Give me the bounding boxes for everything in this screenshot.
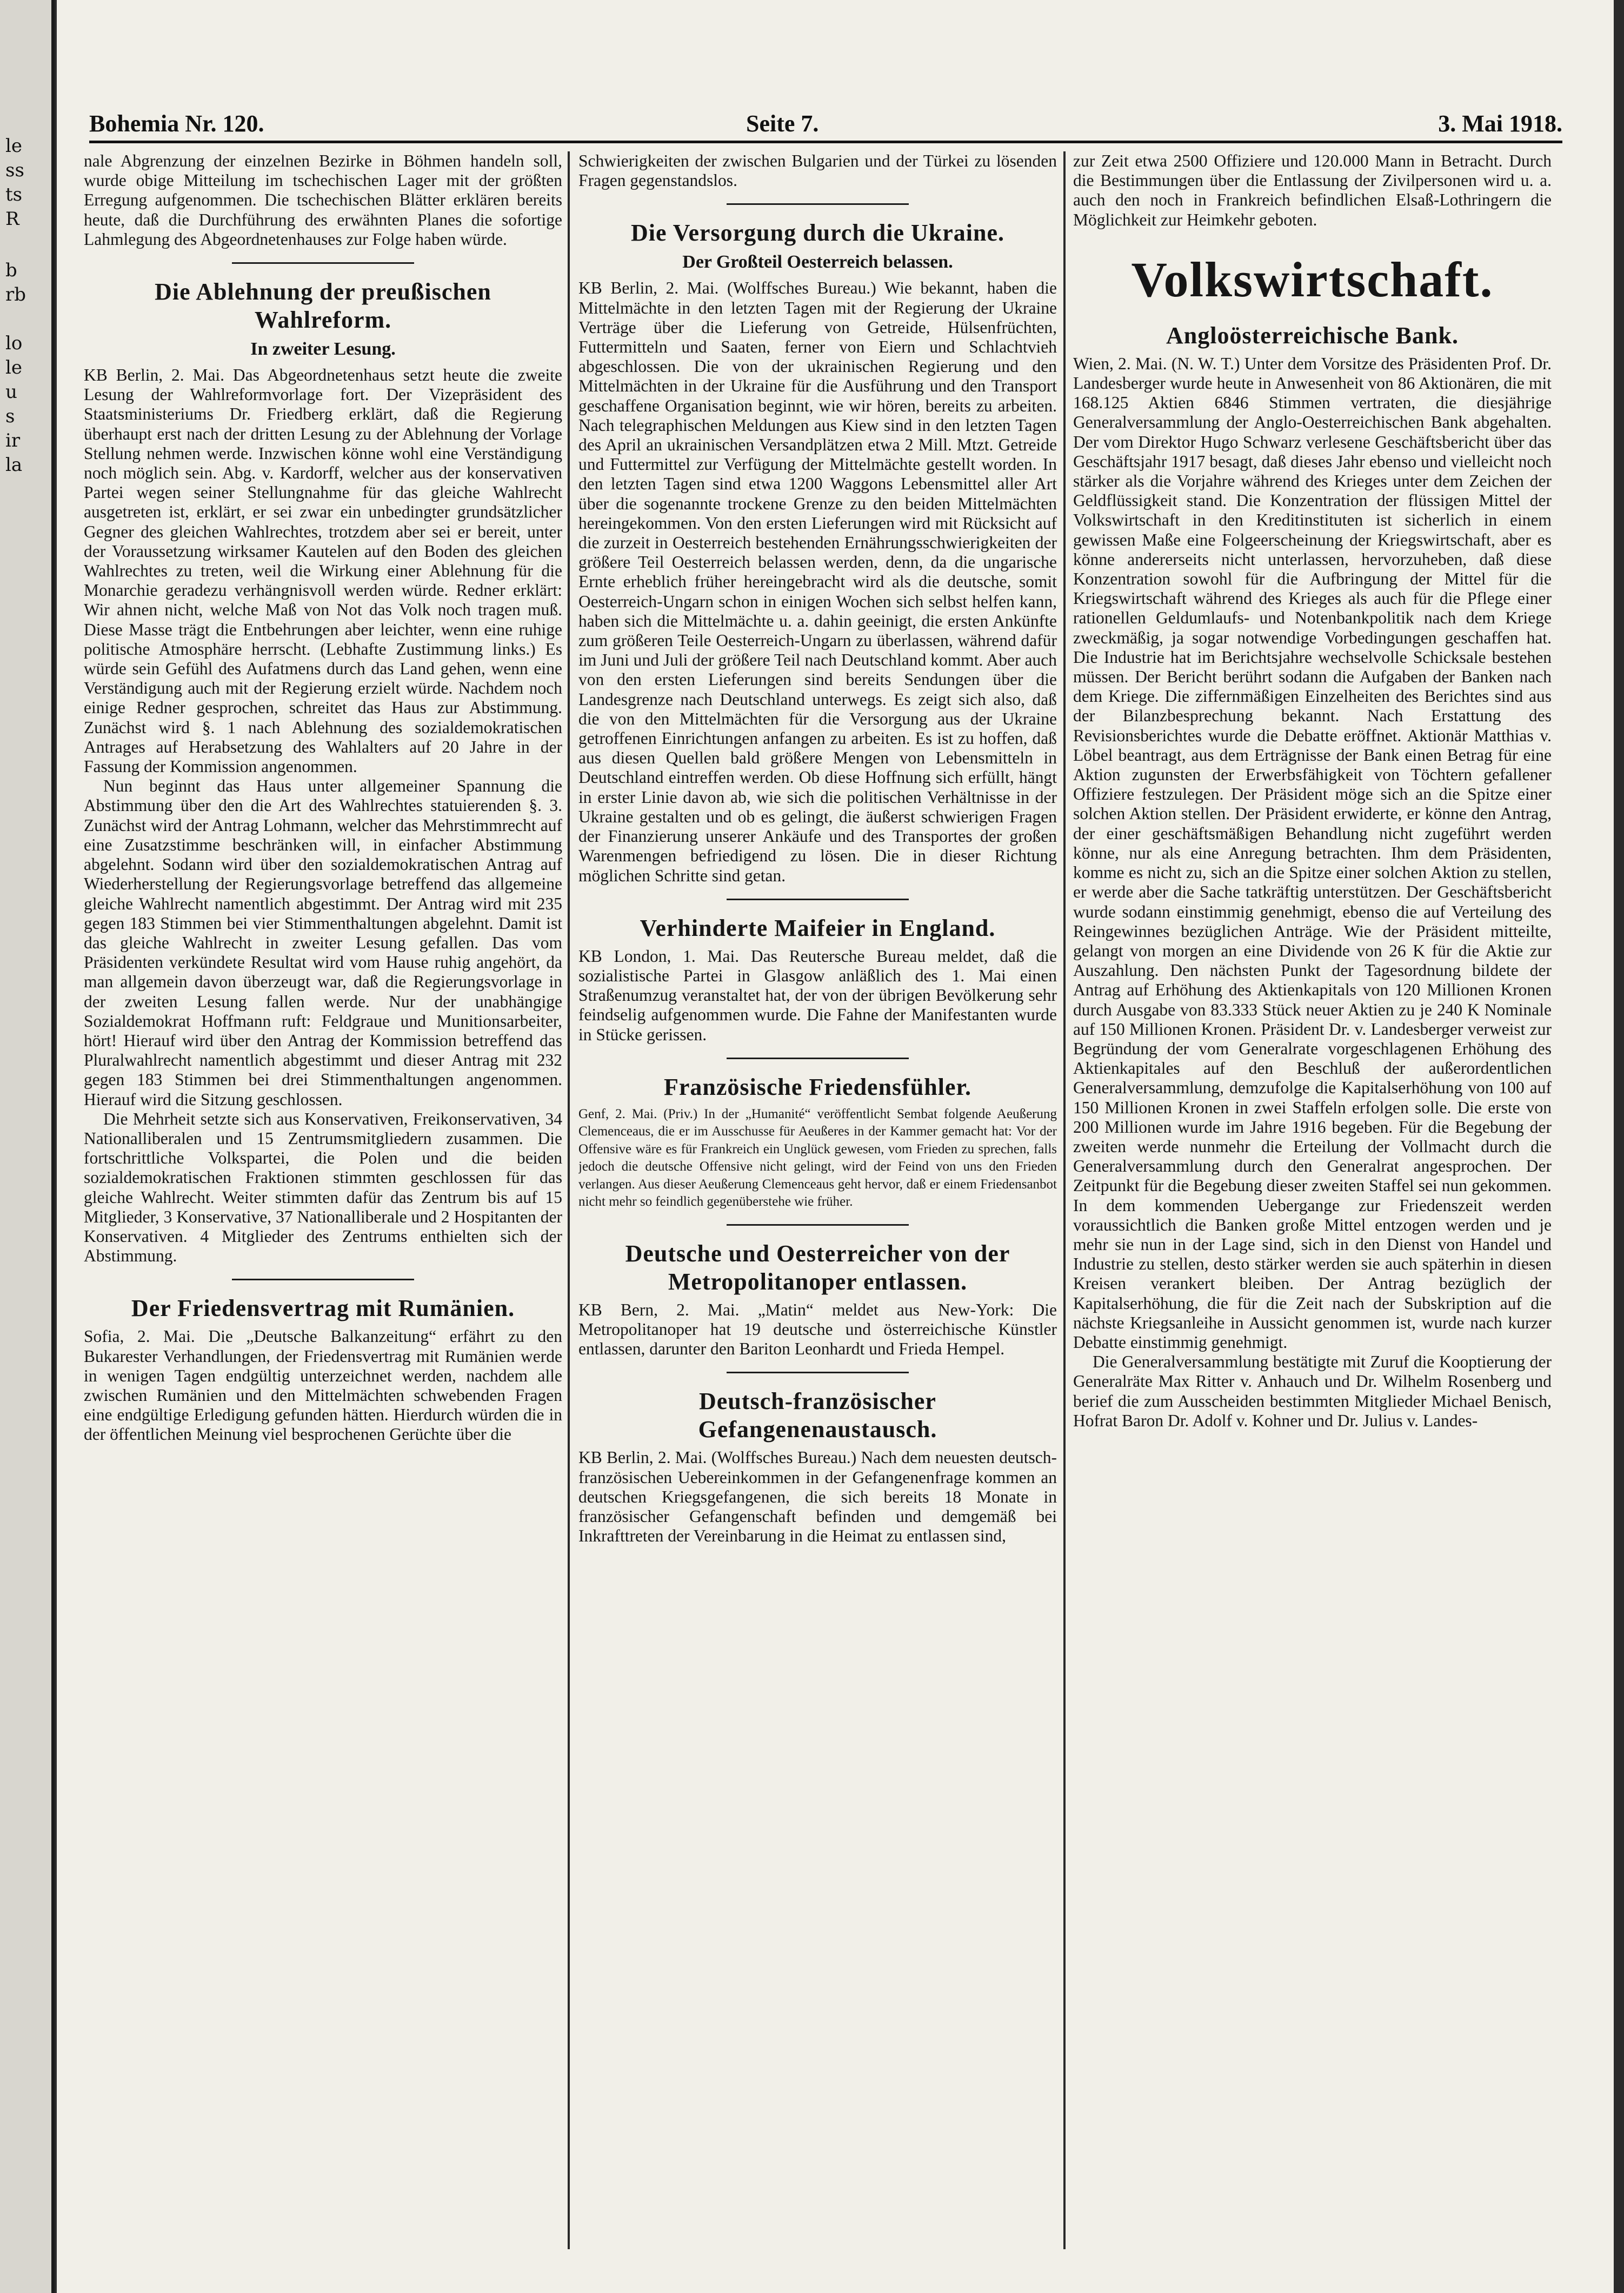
article-headline: Der Friedensvertrag mit Rumänien. bbox=[131, 1295, 515, 1322]
article-paragraph: KB Berlin, 2. Mai. (Wolffsches Bureau.) Nach dem neuesten deutsch-französischen Uebereinkommen in der Gefangenenfrage kommen an deutschen Kriegsgefangenen, die sich bereits 18 Monate in französischer Gefangenschaft befinden und demgemäß bei Inkrafttreten der Vereinbarung in die Heimat zu entlassen sind, bbox=[578, 1448, 1057, 1546]
article-paragraph: KB Berlin, 2. Mai. (Wolffsches Bureau.) Wie bekannt, haben die Mittelmächte in den letzten Tagen mit der Regierung der Ukraine Verträge über die Lieferung von Getreide, Hülsenfrüchten, Futtermitteln und Saaten, ferner von Eiern und Schlachtvieh abgeschlossen. Die von der ukrainischen Regierung und den Mittelmächten in der Ukraine für die Ausführung und den Transport geschaffene Organisation beginnt, wie wir hören, bereits zu arbeiten. Nach telegraphischen Meldungen aus Kiew sind in den letzten Tagen des April an ukrainischen Versandplätzen etwa 2 Mill. Mtzt. Getreide und Futtermittel zur Verfügung der Mittelmächte gestellt worden. In den letzten Tagen sind etwa 1200 Waggons Lebensmittel aller Art über die sogenannte trockene Grenze zu den beiden Mittelmächten hereingekommen. Von den ersten Lieferungen wird mit Rücksicht auf die zurzeit in Oesterreich bestehenden Ernährungsschwierigkeiten der größere Teil Oesterreich belassen werden, denn, da die ungarische Ernte erheblich früher hereingebracht wird als die deutsche, somit Oesterreich-Ungarn schon in einigen Wochen sich selbst helfen kann, haben sich die Mittelmächte u. a. dahin geeinigt, die ersten Ankünfte zum größeren Teile Oesterreich-Ungarn zu überlassen, während dafür im Juni und Juli der größere Teil nach Deutschland kommt. Aber auch von den ersten Lieferungen sind bereits Sendungen über die Landesgrenze nach Deutschland unterwegs. Es zeigt sich also, daß die von den Mittelmächten für die Versorgung aus der Ukraine getroffenen Einrichtungen anfangen zu arbeiten. Es ist zu hoffen, daß aus diesen Quellen bald größere Mengen von Lebensmitteln in Deutschland eintreffen werden. Ob diese Hoffnung sich erfüllt, hängt in erster Linie davon ab, wie sich die politischen Verhältnisse in der Ukraine gestalten und ob es gelingt, die äußerst schwierigen Fragen der Finanzierung unserer Ankäufe und des Transportes der großen Warenmengen befriedigend zu lösen. Die in dieser Richtung möglichen Schritte sind getan. bbox=[578, 278, 1057, 885]
header-page-number: Seite 7. bbox=[746, 110, 819, 137]
article-subheadline: In zweiter Lesung. bbox=[250, 339, 396, 360]
column-rule bbox=[568, 151, 570, 2249]
left-margin-strip bbox=[0, 0, 55, 2293]
section-title: Volkswirtschaft. bbox=[1131, 251, 1494, 307]
newspaper-page bbox=[57, 0, 1614, 2293]
article-headline: Deutsche und Oesterreicher von der Metropolitanoper entlassen. bbox=[625, 1240, 1010, 1295]
margin-fragment: lo bbox=[5, 333, 23, 354]
article-separator bbox=[727, 1224, 908, 1226]
article-paragraph: Sofia, 2. Mai. Die „Deutsche Balkanzeitung“ erfährt zu den Bukarester Verhandlungen, der Friedensvertrag mit Rumänien werde in wenigen Tagen endgültig unterzeichnet werden, nachdem alle zwischen Rumänien und den Mittelmächten schwebenden Fragen eine endgültige Erledigung gefunden hätten. Hierdurch würden die in der öffentlichen Meinung viel besprochenen Gerüchte über die bbox=[84, 1327, 562, 1444]
margin-fragment: s bbox=[5, 406, 15, 427]
article-paragraph: Die Mehrheit setzte sich aus Konservativen, Freikonservativen, 34 Nationalliberalen und 15 Zentrumsmitgliedern zusammen. Die fortschrittliche Volkspartei, die Polen und die beiden sozialdemokratischen Fraktionen stimmten geschlossen für das gleiche Wahlrecht. Weiter stimmten dafür das Zentrum bis auf 15 Mitglieder, 3 Konservative, 37 Nationalliberale und 2 Hospitanten der Konservativen. 4 Mitglieder des Zentrums enthielten sich der Abstimmung. bbox=[84, 1109, 562, 1266]
margin-fragment: ts bbox=[5, 184, 23, 205]
article-separator bbox=[232, 1279, 414, 1280]
article-headline: Angloösterreichische Bank. bbox=[1166, 322, 1459, 349]
margin-fragment: la bbox=[5, 454, 23, 476]
article-paragraph-small: Genf, 2. Mai. (Priv.) In der „Humanité“ veröffentlicht Sembat folgende Aeußerung Clemenceaus, die er im Ausschusse für Aeußeres in der Kammer gemacht hat: Vor der Offensive wäre es für Frankreich ein Unglück gewesen, vom Frieden zu sprechen, falls jedoch die deutsche Offensive nicht gelingt, wird der Feind von uns den Frieden verlangen. Aus dieser Aeußerung Clemenceaus geht hervor, daß er einem Friedensanbot nicht mehr so feindlich gegenüberstehe wie früher. bbox=[578, 1106, 1057, 1209]
article-headline: Deutsch-französischer Gefangenenaustausch. bbox=[698, 1388, 937, 1443]
article-paragraph: Die Generalversammlung bestätigte mit Zuruf die Kooptierung der Generalräte Max Ritter v. Anhauch und Dr. Wilhelm Rosenberg und berief die zum Ausscheiden bestimmten Mitglieder Michael Benisch, Hofrat Baron Dr. Adolf v. Kohner und Dr. Julius v. Landes- bbox=[1073, 1352, 1552, 1430]
article-separator bbox=[727, 1372, 908, 1373]
article-paragraph: Wien, 2. Mai. (N. W. T.) Unter dem Vorsitze des Präsidenten Prof. Dr. Landesberger wurde heute in Anwesenheit von 86 Aktionären, die mit 168.125 Aktien 6846 Stimmen vertraten, die diesjährige Generalversammlung der Anglo-Oesterreichischen Bank abgehalten. Der vom Direktor Hugo Schwarz verlesene Geschäftsbericht über das Geschäftsjahr 1917 besagt, daß dieses Jahr ebenso und vielleicht noch stärker als die Vorjahre während des Krieges unter dem Zeichen der Geldflüssigkeit stand. Die Konzentration der flüssigen Mittel der Volkswirtschaft in den Kreditinstituten ist sicherlich in einem gewissen Maße eine Folgeerscheinung der Kriegswirtschaft, aber es könne andererseits nicht unterlassen, hervorzuheben, daß diese Konzentration sowohl für die Aufbringung der Mittel für die Kriegswirtschaft während des Krieges als auch für die Pflege einer rationellen Geldumlaufs- und Notenbankpolitik nach dem Kriege zweckmäßig, ja sogar notwendige Vorbedingungen geschaffen hat. Die Industrie hat im Berichtsjahre wechselvolle Schicksale bestehen müssen. Der Bericht berührt sodann die Aufgaben der Banken nach dem Kriege. Die ziffernmäßigen Einzelheiten des Berichtes sind aus der Bilanzbesprechung bekannt. Nach Erstattung des Revisionsberichtes wurde die Debatte eröffnet. Aktionär Matthias v. Löbel beantragt, aus dem Erträgnisse der Bank einen Betrag für eine Aktion zugunsten der Erwerbsfähigkeit von Töchtern gefallener Offiziere festzulegen. Der Präsident möge sich an die Spitze einer solchen Aktion stellen. Der Präsident erwiderte, er könne den Antrag, der einer geschäftsmäßigen Behandlung nicht zugeführt werden könne, nur als eine Anregung betrachten. Ihm dem Präsidenten, komme es nicht zu, sich an die Spitze einer solchen Aktion zu stellen, er werde aber die Sache tatkräftig unterstützen. Der Geschäftsbericht wurde sodann einstimmig genehmigt, ebenso die auf Verteilung des Reingewinnes bezüglichen Anträge. Wie der Präsident mitteilte, gelangt von morgen an eine Dividende von 26 K für die Aktie zur Auszahlung. Den nächsten Punkt der Tagesordnung bildete der Antrag auf Erhöhung des Aktienkapitals von 120 Millionen Kronen durch Ausgabe von 83.333 Stück neuer Aktien zu je 240 K Nominale auf 150 Millionen Kronen. Präsident Dr. v. Landesberger verweist zur Begründung der vom Generalrate vorgeschlagenen Erhöhung des Aktienkapitales auf den Beschluß der außerordentlichen Generalversammlung, demzufolge die Kapitalserhöhung von 100 auf 150 Millionen Kronen in zwei Staffeln erfolgen solle. Die erste von 200 Millionen wurde im Jahre 1916 begeben. Für die Begebung der zweiten werde nunmehr die Erteilung der Vollmacht durch die Generalversammlung durch den Generalrat angesprochen. Der Zeitpunkt für die Begebung dieser zweiten Staffel sei nun gekommen. In dem kommenden Uebergange zur Friedenszeit werden voraussichtlich die Banken große Mittel entzogen werden und je mehr sie nun in der Lage sind, sich in den Dienst von Handel und Industrie zu stellen, desto stärker werden sie auch späterhin in diesen Kreisen verankert bleiben. Der Antrag bezüglich der Kapitalserhöhung, die für die Zeit nach der Subskription auf die nächste Kriegsanleihe in Aussicht genommen ist, wurde nach kurzer Debatte einstimmig genehmigt. bbox=[1073, 354, 1552, 1352]
column-3 bbox=[1073, 151, 1552, 2282]
article-separator bbox=[727, 203, 908, 205]
margin-fragment: le bbox=[5, 357, 22, 378]
article-headline: Französische Friedensfühler. bbox=[664, 1073, 971, 1100]
margin-fragment: b bbox=[5, 260, 17, 281]
article-headline: Die Ablehnung der preußischen Wahlreform. bbox=[155, 278, 491, 334]
continued-text: Schwierigkeiten der zwischen Bulgarien und der Türkei zu lösenden Fragen gegenstandslos. bbox=[578, 151, 1057, 190]
column-2 bbox=[578, 151, 1057, 2282]
margin-fragment: ir bbox=[5, 430, 21, 451]
column-rule bbox=[1063, 151, 1066, 2249]
header-paper-issue: Bohemia Nr. 120. bbox=[89, 110, 264, 137]
margin-fragment: le bbox=[5, 135, 22, 157]
article-separator bbox=[727, 1058, 908, 1059]
article-separator bbox=[232, 262, 414, 264]
article-paragraph: KB London, 1. Mai. Das Reutersche Bureau meldet, daß die sozialistische Partei in Glasgow anläßlich des 1. Mai einen Straßenumzug veranstaltet hat, der von der übrigen Bevölkerung sehr feindselig aufgenommen wurde. Die Fahne der Manifestanten wurde in Stücke gerissen. bbox=[578, 946, 1057, 1044]
article-headline: Die Versorgung durch die Ukraine. bbox=[630, 220, 1005, 247]
article-paragraph: KB Berlin, 2. Mai. Das Abgeordnetenhaus setzt heute die zweite Lesung der Wahlreformvorlage fort. Der Vizepräsident des Staatsministeriums Dr. Friedberg erklärt, daß die Regierung überhaupt erst nach der dritten Lesung zu der Ablehnung der Vorlage Stellung nehmen werde. Inzwischen könne wohl eine Verständigung noch möglich sein. Abg. v. Kardorff, welcher aus der konservativen Partei wegen seiner Stellungnahme für das gleiche Wahlrecht ausgetreten ist, erklärt, er sei zwar ein unbedingter grundsätzlicher Gegner des gleichen Wahlrechtes, trotzdem aber sei er bereit, unter der Voraussetzung wirksamer Kautelen auf den Boden des gleichen Wahlrechtes zu treten, weil die Wirkung einer Ablehnung für die Monarchie geradezu verhängnisvoll werden würde. Redner erklärt: Wir ahnen nicht, welche Maß von Not das Volk noch tragen muß. Diese Masse trägt die Entbehrungen aber leichter, wenn eine ruhige politische Atmosphäre herrscht. (Lebhafte Zustimmung links.) Es würde sein Gefühl des Aufatmens durch das Land gehen, wenn eine Verständigung auch mit der Regierung erzielt würde. Nachdem noch einige Redner gesprochen, schreitet das Haus zur Abstimmung. Zunächst wird §. 1 nach Ablehnung des sozialdemokratischen Antrages auf Herabsetzung des Wahlalters auf 20 Jahre in der Fassung der Kommission angenommen. bbox=[84, 365, 562, 776]
running-header bbox=[89, 108, 1562, 143]
column-1 bbox=[84, 151, 562, 2282]
article-headline: Verhinderte Maifeier in England. bbox=[640, 914, 996, 941]
margin-fragment: ss bbox=[5, 159, 24, 181]
article-subheadline: Der Großteil Oesterreich belassen. bbox=[682, 252, 953, 272]
continued-text: zur Zeit etwa 2500 Offiziere und 120.000 Mann in Betracht. Durch die Bestimmungen über die Entlassung der Zivilpersonen wird u. a. auch den noch in Frankreich befindlichen Elsaß-Lothringern die Möglichkeit zur Heimkehr geboten. bbox=[1073, 151, 1552, 229]
article-paragraph: Nun beginnt das Haus unter allgemeiner Spannung die Abstimmung über den die Art des Wahlrechtes statuierenden §. 3. Zunächst wird der Antrag Lohmann, welcher das Mehrstimmrecht auf eine Zusatzstimme beschränken will, in einfacher Abstimmung abgelehnt. Sodann wird über den sozialdemokratischen Antrag auf Wiederherstellung der Regierungsvorlage betreffend das allgemeine gleiche Wahlrecht namentlich abgestimmt. Der Antrag wird mit 235 gegen 183 Stimmen bei vier Stimmenthaltungen abgelehnt. Damit ist das gleiche Wahlrecht in zweiter Lesung gefallen. Das vom Präsidenten verkündete Resultat wird vom Hause ruhig angehört, da man allgemein davon überzeugt war, daß die Regierungsvorlage in der zweiten Lesung fallen werde. Nur der unabhängige Sozialdemokrat Hoffmann ruft: Feldgraue und Munitionsarbeiter, hört! Hierauf wird über den Antrag der Kommission betreffend das Pluralwahlrecht namentlich abgestimmt und dieser Antrag mit 232 gegen 183 Stimmen bei drei Stimmenthaltungen angenommen. Hierauf wird die Sitzung geschlossen. bbox=[84, 776, 562, 1109]
margin-fragment: rb bbox=[5, 284, 26, 305]
article-separator bbox=[727, 899, 908, 900]
header-date: 3. Mai 1918. bbox=[1438, 110, 1562, 137]
margin-fragment: R bbox=[5, 208, 19, 230]
article-paragraph: KB Bern, 2. Mai. „Matin“ meldet aus New-York: Die Metropolitanoper hat 19 deutsche und österreichische Künstler entlassen, darunter den Bariton Leonhardt und Frieda Hempel. bbox=[578, 1300, 1057, 1359]
continued-text: nale Abgrenzung der einzelnen Bezirke in Böhmen handeln soll, wurde obige Mitteilung im tschechischen Lager mit der größten Erregung aufgenommen. Die tschechischen Blätter erklären bereits heute, daß die Durchführung des erwähnten Planes die sofortige Lahmlegung des Abgeordnetenhauses zur Folge haben würde. bbox=[84, 151, 562, 249]
margin-fragment: u bbox=[5, 381, 17, 403]
